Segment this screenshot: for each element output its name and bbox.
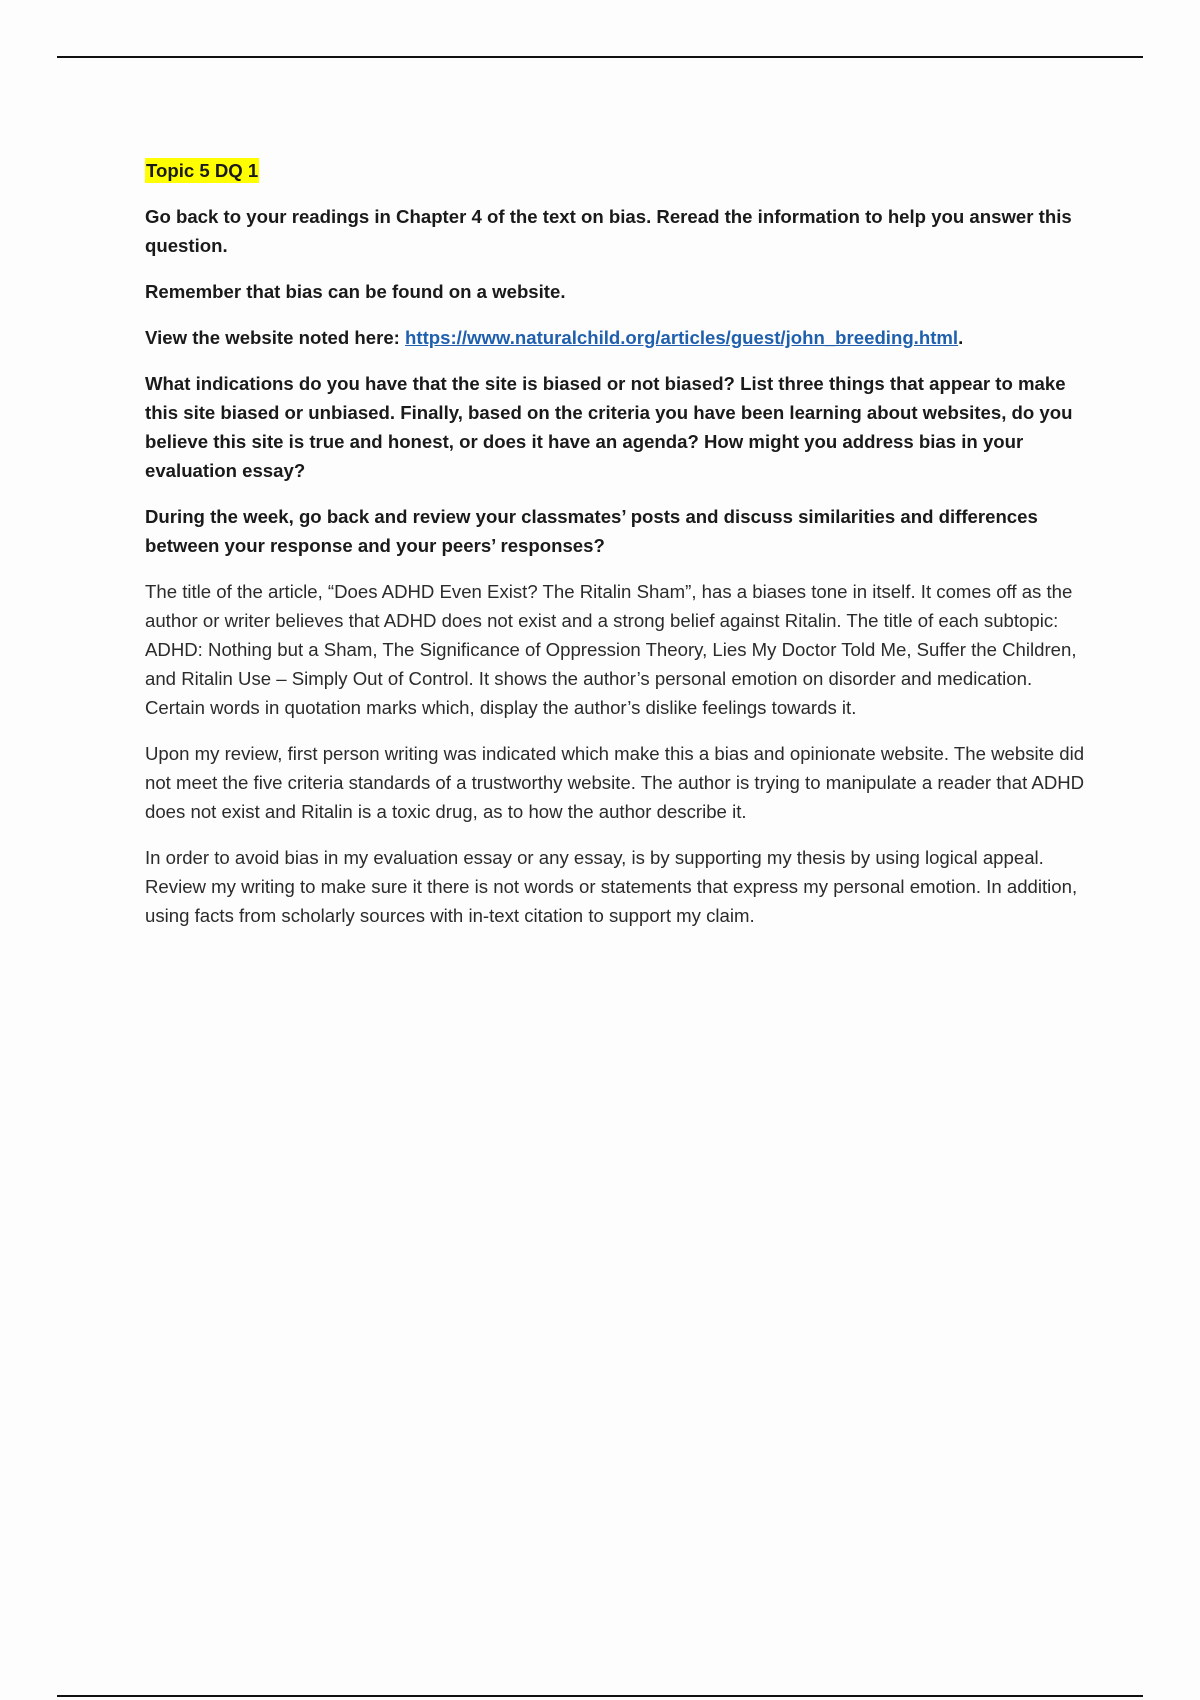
footer-rule (57, 1695, 1143, 1697)
response-paragraph-2: Upon my review, first person writing was indicated which make this a bias and opinionate website. The website did not meet the five criteria standards of a trustworthy website. The author is trying to manipulate a reader that ADHD does not exist and Ritalin is a toxic drug, as to how the author describe it. (145, 743, 1085, 822)
view-website-suffix: . (958, 327, 964, 348)
question-paragraph-1: What indications do you have that the site is biased or not biased? List three things that appear to make this site biased or unbiased. Finally, based on the criteria you have been learning about websites, do you believe this site is true and honest, or does it have an agenda? How might you address bias in your evaluation essay? (145, 373, 1073, 481)
document-heading: Topic 5 DQ 1 (146, 160, 259, 181)
response-paragraph-1: The title of the article, “Does ADHD Even Exist? The Ritalin Sham”, has a biases tone in itself. It comes off as the author or writer believes that ADHD does not exist and a strong belief against Ritalin. The title of each subtopic: ADHD: Nothing but a Sham, The Significance of Oppression Theory, Lies My Doctor Told Me, Suffer the Children, and Ritalin Use – Simply Out of Control. It shows the author’s personal emotion on disorder and medication. Certain words in quotation marks which, display the author’s dislike feelings towards it. (145, 581, 1077, 718)
prompt-paragraph-2: Remember that bias can be found on a website. (145, 281, 566, 302)
view-website-label: View the website noted here: (145, 327, 400, 348)
response-paragraph-3: In order to avoid bias in my evaluation essay or any essay, is by supporting my thesis by using logical appeal. Review my writing to make sure it there is not words or statements that express my personal emotion. In addition, using facts from scholarly sources with in-text citation to support my claim. (145, 847, 1078, 926)
website-link[interactable]: https://www.naturalchild.org/articles/guest/john_breeding.html (405, 327, 959, 348)
question-paragraph-2: During the week, go back and review your classmates’ posts and discuss similarities and differences between your response and your peers’ responses? (145, 506, 1038, 556)
prompt-paragraph-1: Go back to your readings in Chapter 4 of the text on bias. Reread the information to help you answer this question. (145, 206, 1072, 256)
view-website-paragraph (145, 323, 1085, 352)
header-rule (57, 56, 1143, 58)
document-body (145, 156, 1085, 947)
heading-paragraph (145, 156, 1085, 185)
